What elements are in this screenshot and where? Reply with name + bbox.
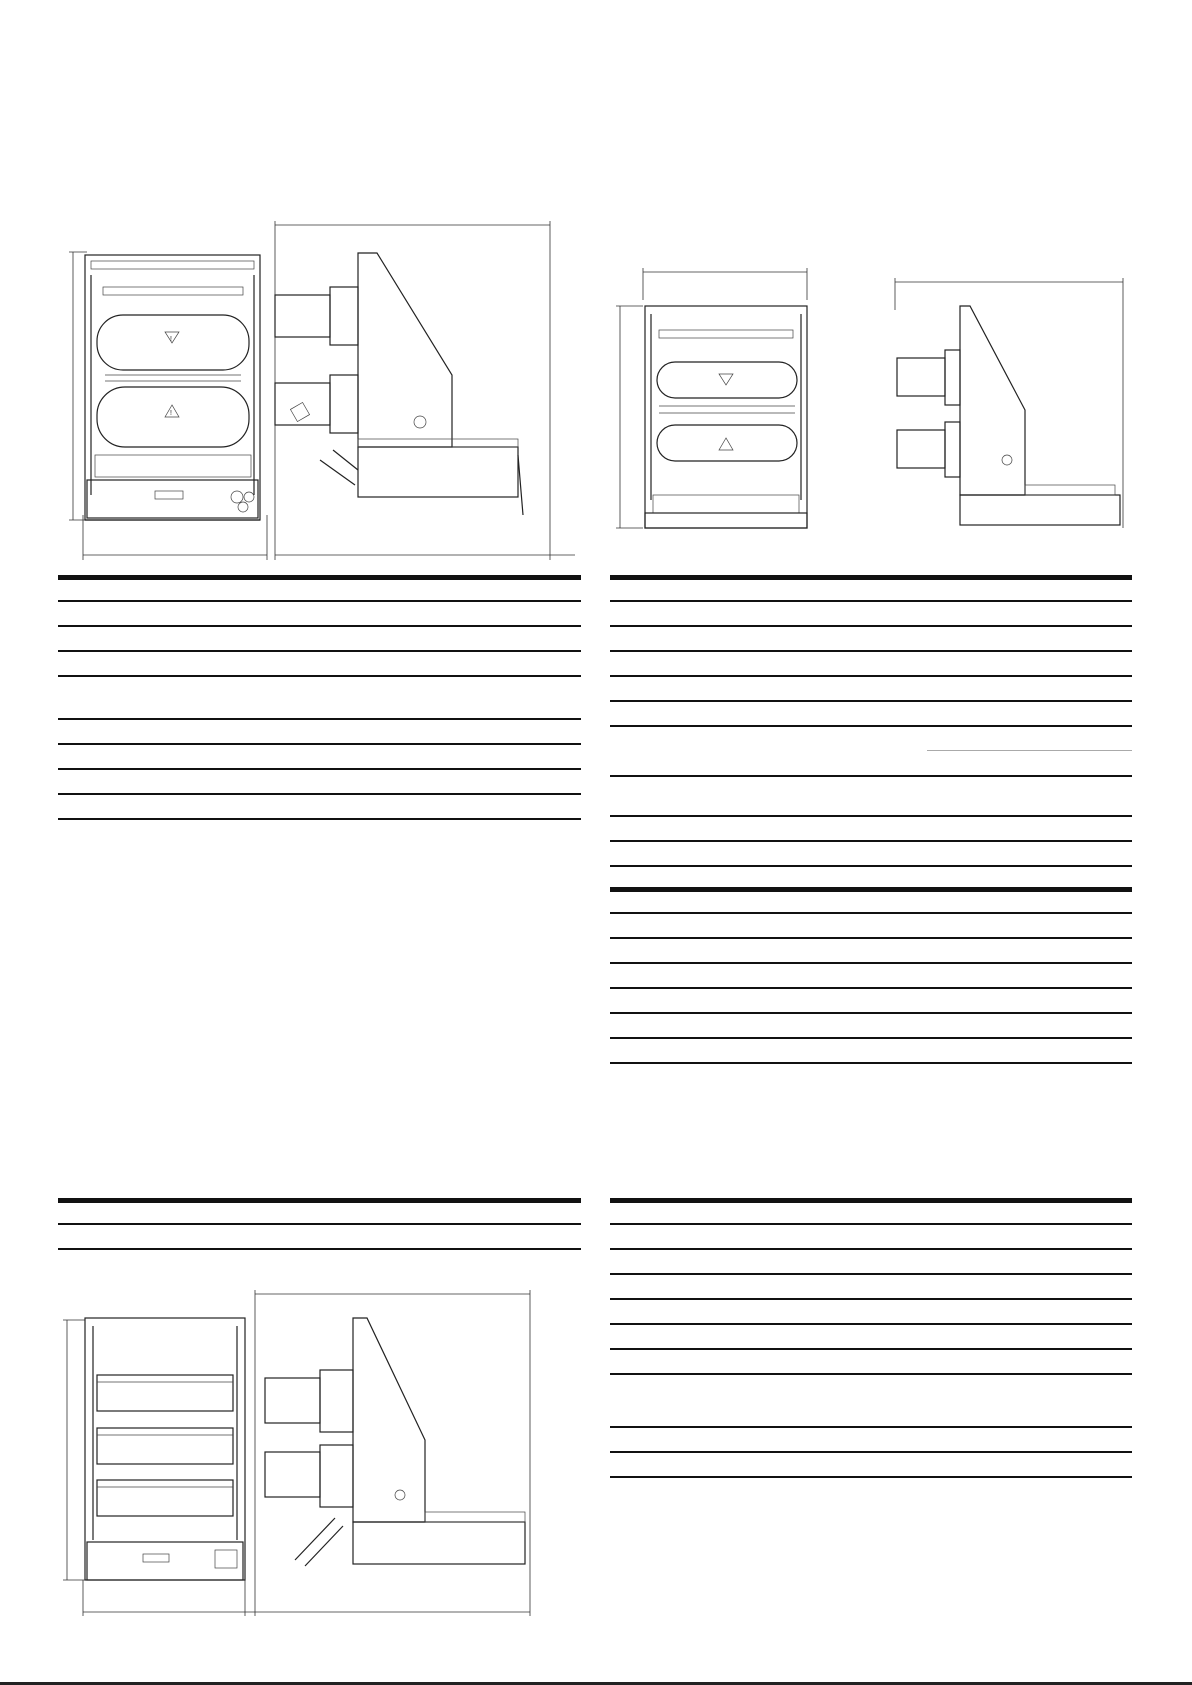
spec-table-bottom-left xyxy=(58,1198,581,1258)
technical-drawing-compact xyxy=(615,270,1135,535)
technical-drawing-front-side xyxy=(55,215,575,560)
spec-table-top-right xyxy=(610,575,1132,1065)
technical-drawing-bottom xyxy=(55,1290,575,1620)
spec-table-bottom-right xyxy=(610,1198,1132,1483)
svg-text:!: ! xyxy=(170,410,172,417)
figure-bottom-left xyxy=(55,1290,575,1620)
svg-text:!: ! xyxy=(170,336,172,343)
figure-top-right xyxy=(615,270,1135,535)
figure-top-left xyxy=(55,215,575,560)
spec-table-top-left xyxy=(58,575,581,825)
